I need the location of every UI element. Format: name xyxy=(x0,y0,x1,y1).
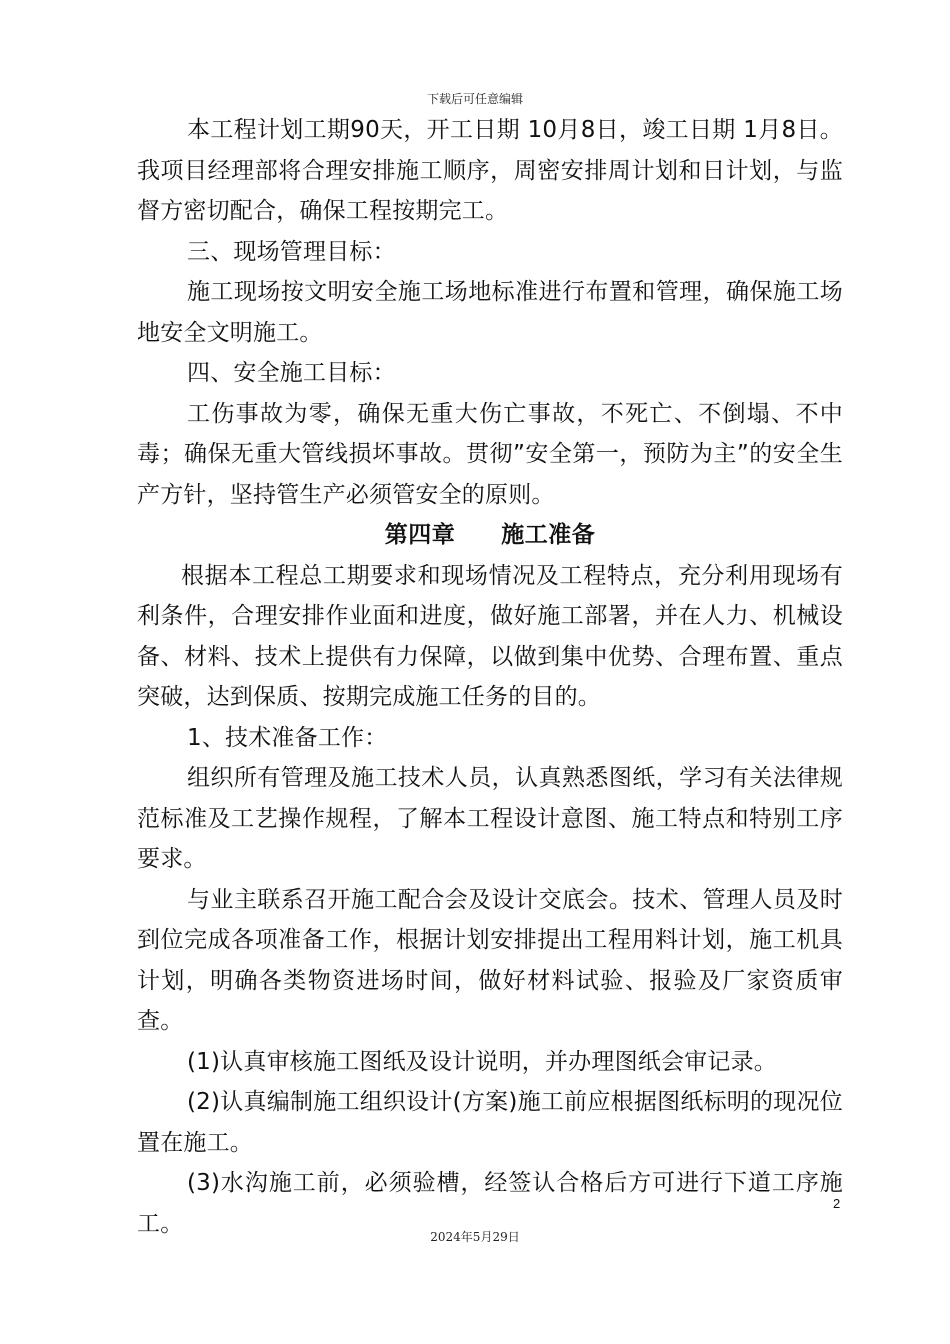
paragraph-technical-prep: 组织所有管理及施工技术人员，认真熟悉图纸，学习有关法律规范标准及工艺操作规程，了解本工程设计意图、施工特点和特别工序要求。 xyxy=(137,765,843,872)
document-body xyxy=(137,110,843,1244)
chapter-number: 第四章 xyxy=(384,522,456,548)
section-heading-technical-prep: 1、技术准备工作： xyxy=(187,724,388,751)
list-item-1: (1)认真审核施工图纸及设计说明，并办理图纸会审记录。 xyxy=(187,1048,777,1075)
list-item-2: (2)认真编制施工组织设计(方案)施工前应根据图纸标明的现况位置在施工。 xyxy=(137,1089,843,1156)
chapter-heading xyxy=(137,515,843,556)
header-note: 下载后可任意编辑 xyxy=(426,92,523,106)
section-heading-safety: 四、安全施工目标： xyxy=(187,360,396,386)
paragraph-preparation-intro: 根据本工程总工期要求和现场情况及工程特点，充分利用现场有利条件，合理安排作业面和进度，做好施工部署，并在人力、机械设备、材料、技术上提供有力保障，以做到集中优势、合理布置、重点突破，达到保质、按期完成施工任务的目的。 xyxy=(137,562,843,710)
paragraph-safety: 工伤事故为零，确保无重大伤亡事故，不死亡、不倒塌、不中毒；确保无重大管线损坏事故。贯彻”安全第一，预防为主”的安全生产方针，坚持管生产必须管安全的原则。 xyxy=(137,400,843,508)
paragraph-site-management: 施工现场按文明安全施工场地标准进行布置和管理，确保施工场地安全文明施工。 xyxy=(137,279,843,346)
list-item-3: (3)水沟施工前，必须验槽，经签认合格后方可进行下道工序施工。 xyxy=(137,1170,843,1237)
paragraph-coordination: 与业主联系召开施工配合会及设计交底会。技术、管理人员及时到位完成各项准备工作，根据计划安排提出工程用料计划，施工机具计划，明确各类物资进场时间，做好材料试验、报验及厂家资质审查。 xyxy=(137,886,843,1034)
chapter-title: 施工准备 xyxy=(501,522,596,548)
section-heading-site-management: 三、现场管理目标： xyxy=(187,238,396,265)
paragraph-schedule: 本工程计划工期90天，开工日期 10月8日，竣工日期 1月8日。我项目经理部将合理安排施工顺序，周密安排周计划和日计划，与监督方密切配合，确保工程按期完工。 xyxy=(137,117,843,224)
page-number: 2 xyxy=(833,1196,841,1211)
footer-date: 2024年5月29日 xyxy=(430,1230,520,1244)
